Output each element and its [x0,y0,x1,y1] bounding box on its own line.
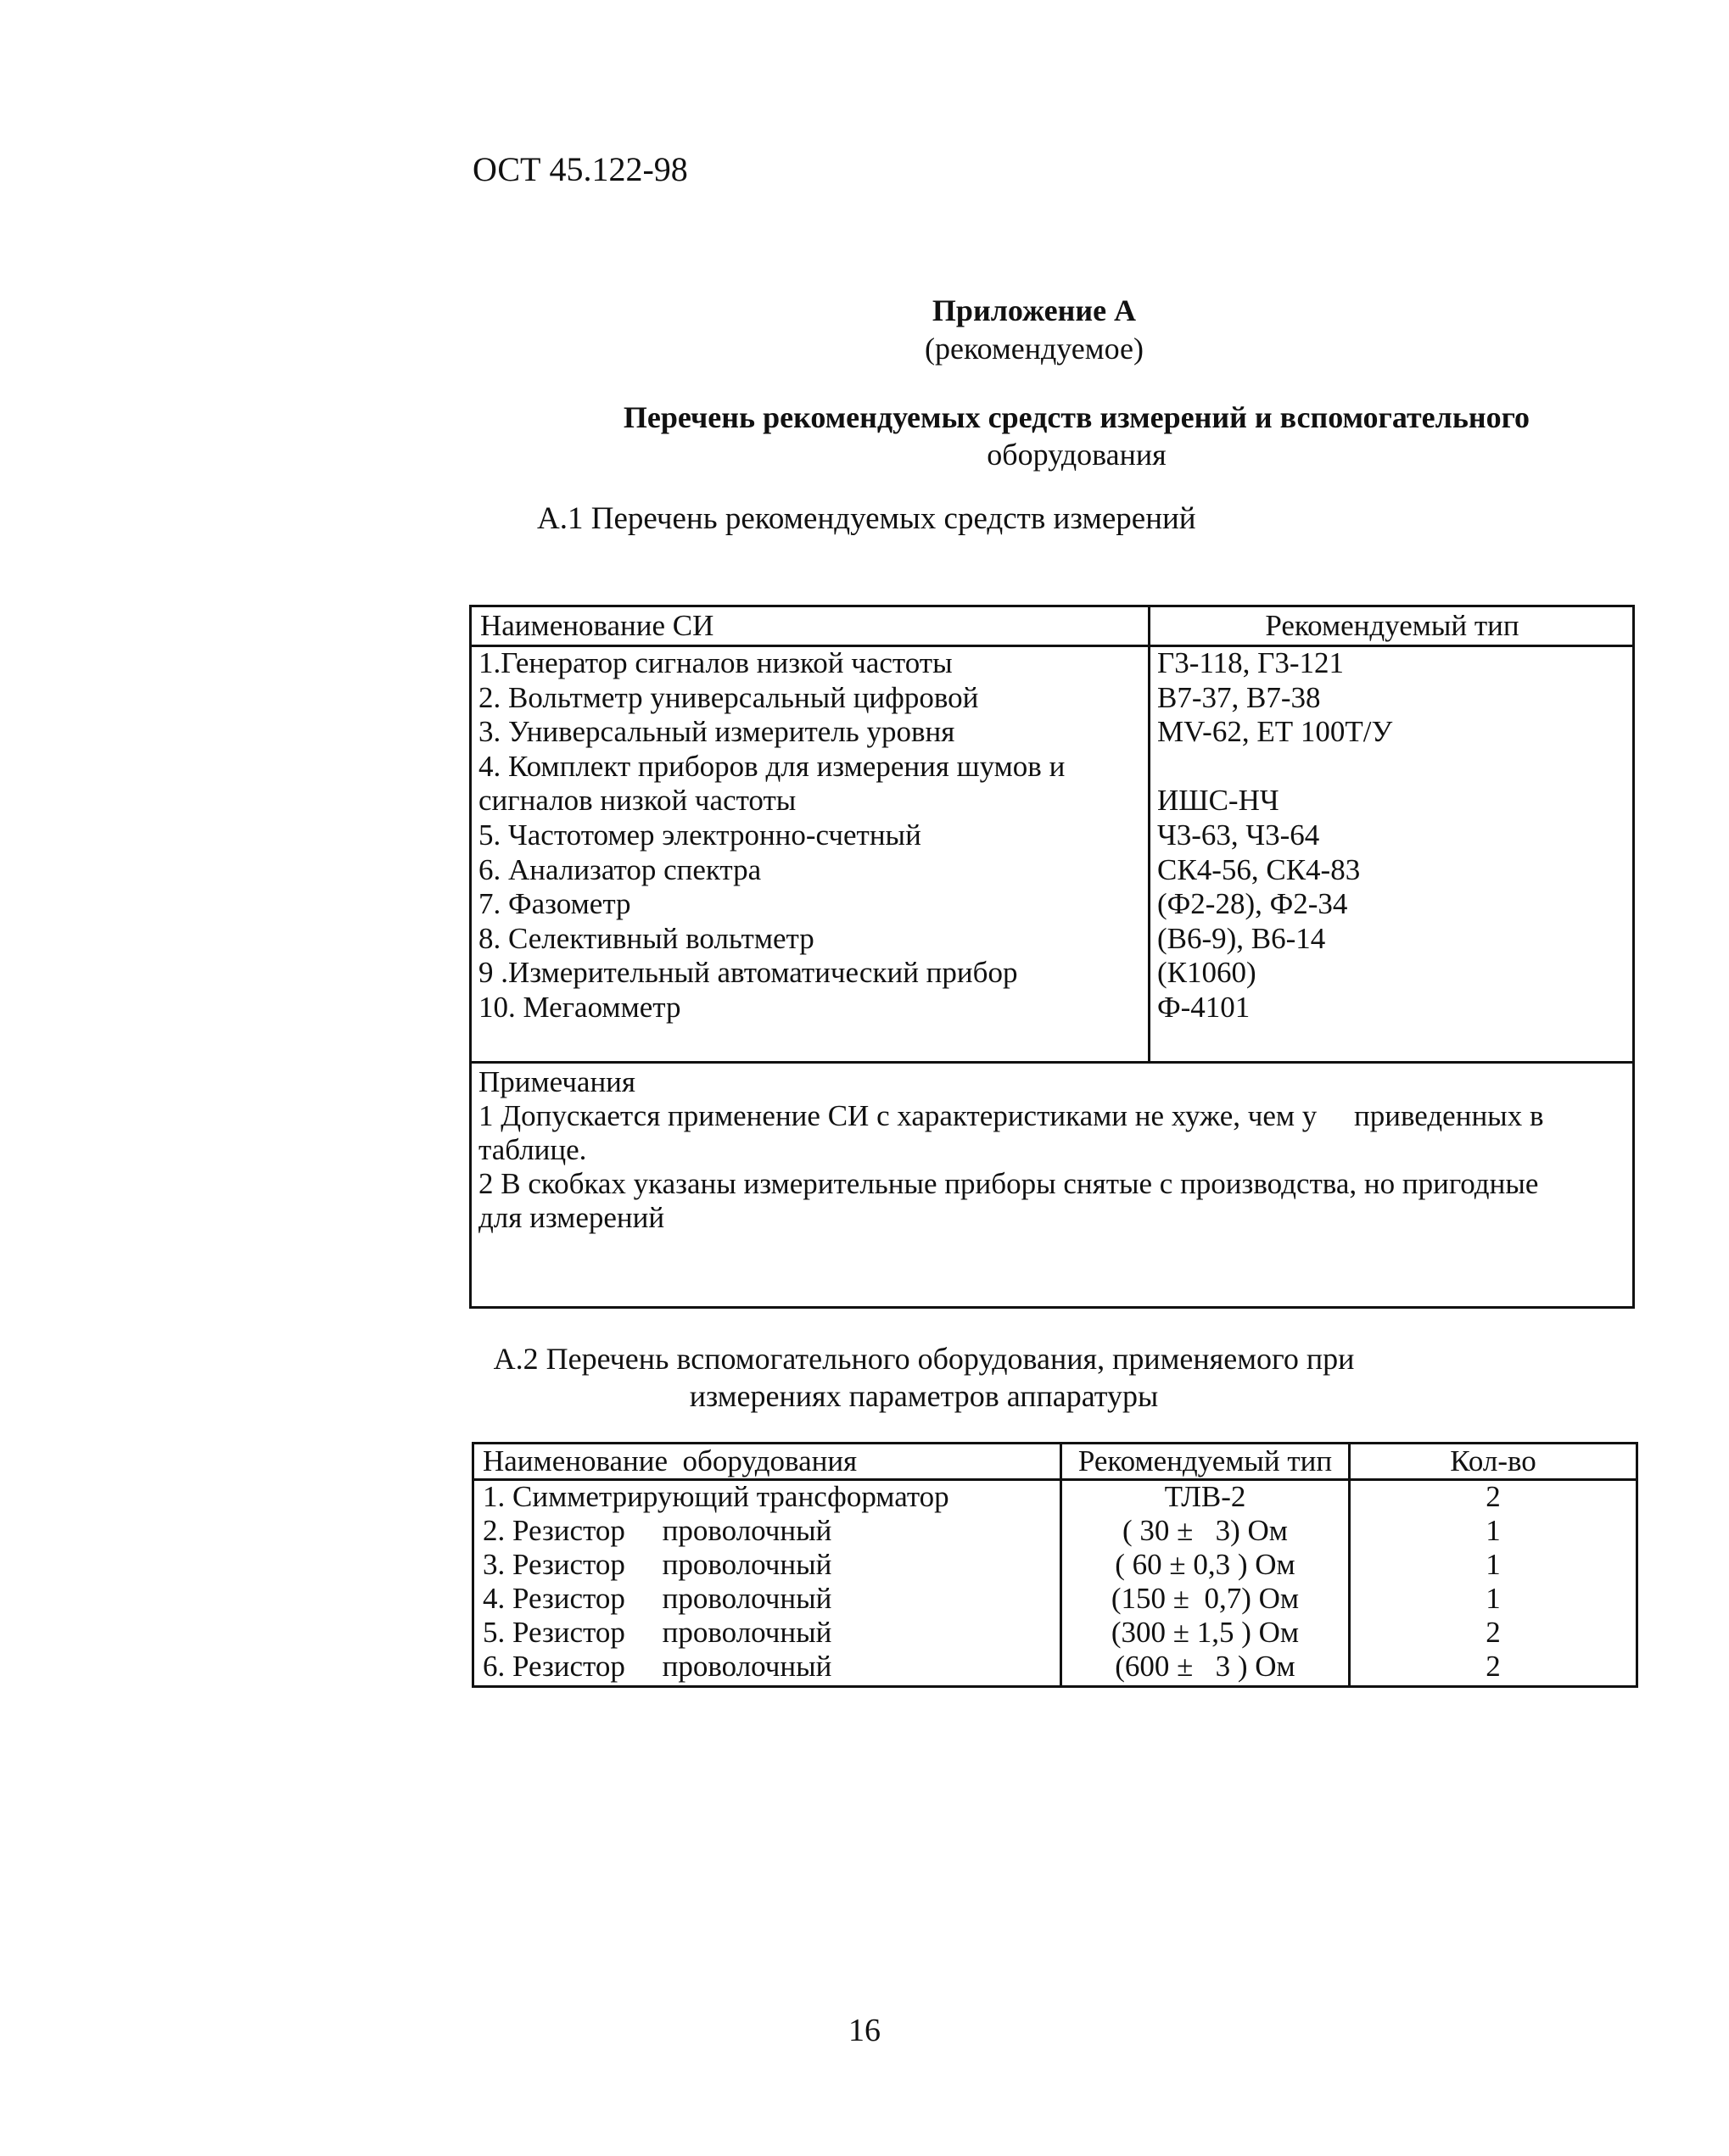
document-code: ОСТ 45.122-98 [473,150,688,188]
section-a2-title [59,1340,1729,1415]
table-row [474,1548,1636,1582]
cell-name: 1.Генератор сигналов низкой частоты [478,646,953,679]
appendix-subtitle: (рекомендуемое) [925,332,1144,366]
table-body [472,646,1634,1025]
cell-name: 3. Резистор проволочный [483,1548,832,1581]
cell-name: 6. Анализатор спектра [478,852,762,886]
auxiliary-equipment-table [472,1442,1638,1688]
cell-name: 3. Универсальный измеритель уровня [478,715,955,749]
cell-type: ( 30 ± 3) Ом [1122,1514,1288,1547]
table-row [472,818,1634,853]
cell-name: 2. Вольтметр универсальный цифровой [478,680,979,714]
cell-name: 7. Фазометр [478,887,631,921]
cell-name: 8. Селективный вольтметр [478,921,814,955]
table-row [474,1480,1636,1514]
cell-name: 6. Резистор проволочный [483,1650,832,1683]
cell-name: 9 .Измерительный автоматический прибор [478,956,1018,990]
cell-type: (К1060) [1157,956,1256,990]
cell-type: Ф-4101 [1157,990,1251,1024]
cell-qty: 1 [1486,1514,1501,1547]
section-a1-title: А.1 Перечень рекомендуемых средств измерений [537,501,1196,536]
cell-type: ТЛВ-2 [1164,1480,1246,1513]
list-title [212,399,1729,473]
col-header-qty: Кол-во [1450,1444,1536,1477]
note-2-line1: 2 В скобках указаны измерительные приборы снятые с производства, но пригодные [478,1167,1539,1200]
notes-title: Примечания [478,1065,636,1098]
table-row [472,853,1634,888]
measurement-instruments-table [469,605,1635,1309]
cell-type: ИШС-НЧ [1157,784,1279,818]
table-row [474,1650,1636,1684]
note-1-line1: 1 Допускается применение СИ с характеристиками не хуже, чем у приведенных в [478,1099,1544,1132]
table-body [474,1480,1636,1684]
cell-type: ( 60 ± 0,3 ) Ом [1115,1548,1295,1581]
col-header-name: Наименование СИ [480,609,714,642]
cell-qty: 2 [1486,1616,1501,1649]
cell-name: 2. Резистор проволочный [483,1514,832,1547]
cell-type: MV-62, ЕТ 100Т/У [1157,715,1393,749]
note-2-line2: для измерений [478,1201,665,1234]
page-number: 16 [848,2013,881,2048]
appendix-title: Приложение А [932,293,1137,327]
notes-divider [472,1061,1632,1064]
cell-type: (300 ± 1,5 ) Ом [1111,1616,1300,1649]
cell-type: Г3-118, Г3-121 [1157,646,1344,679]
table-row [472,750,1634,785]
table-row [472,991,1634,1025]
cell-name: 4. Резистор проволочный [483,1582,832,1615]
col-header-equipment: Наименование оборудования [483,1444,858,1477]
cell-name: 5. Частотомер электронно-счетный [478,818,921,852]
cell-qty: 2 [1486,1480,1501,1513]
table-notes [478,1065,1624,1235]
list-title-line2: оборудования [987,438,1167,472]
cell-name: 5. Резистор проволочный [483,1616,832,1649]
cell-type: (600 ± 3 ) Ом [1115,1650,1295,1683]
table-row [472,956,1634,991]
section-a2-title-line2: измерениях параметров аппаратуры [689,1379,1159,1413]
cell-type: В7-37, В7-38 [1157,680,1321,714]
col-header-type: Рекомендуемый тип [1265,609,1519,642]
cell-qty: 2 [1486,1650,1501,1683]
table-row [472,681,1634,716]
cell-type: (Ф2-28), Ф2-34 [1157,887,1348,921]
cell-name: 10. Мегаомметр [478,990,681,1024]
cell-qty: 1 [1486,1582,1501,1615]
cell-type: (150 ± 0,7) Ом [1111,1582,1300,1615]
cell-type: Ч3-63, Ч3-64 [1157,818,1320,852]
table-row [472,922,1634,957]
cell-name: 1. Симметрирующий трансформатор [483,1480,949,1513]
section-a2-title-line1: А.2 Перечень вспомогательного оборудования, применяемого при [493,1342,1355,1376]
table-row [474,1514,1636,1548]
table-row [472,784,1634,818]
cell-type: СК4-56, СК4-83 [1157,852,1361,886]
cell-type: (В6-9), В6-14 [1157,921,1326,955]
table-header [474,1444,1636,1481]
cell-name: сигналов низкой частоты [478,784,797,818]
table-row [472,646,1634,681]
table-row [472,715,1634,750]
table-row [474,1582,1636,1616]
list-title-line1: Перечень рекомендуемых средств измерений и вспомогательного [623,400,1530,434]
note-1-line2: таблице. [478,1133,587,1166]
table-header [472,607,1632,647]
col-header-type: Рекомендуемый тип [1077,1444,1333,1477]
table-row [472,887,1634,922]
cell-name: 4. Комплект приборов для измерения шумов и [478,749,1066,783]
table-row [474,1616,1636,1650]
cell-qty: 1 [1486,1548,1501,1581]
